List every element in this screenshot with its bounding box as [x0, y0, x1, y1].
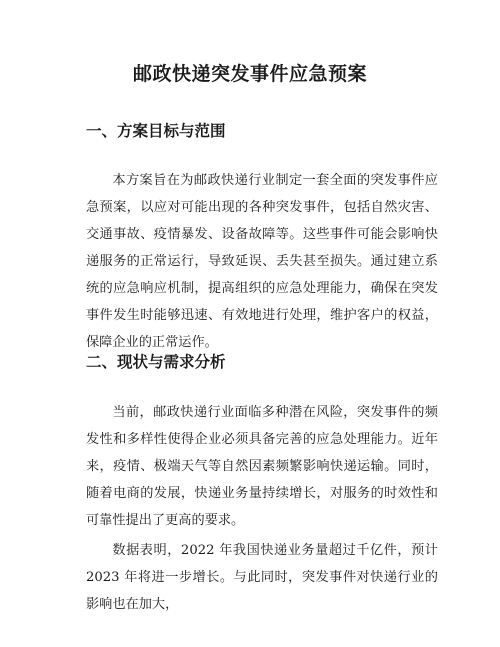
- section-heading-goals-scope: 一、方案目标与范围: [86, 122, 226, 140]
- paragraph-goals-scope: 本方案旨在为邮政快递行业制定一套全面的突发事件应急预案，以应对可能出现的各种突发事件，包括自然灾害、交通事故、疫情暴发、设备故障等。这些事件可能会影响快递服务的正常运行，导致延误、丢失甚至损失。通过建立系统的应急响应机制，提高组织的应急处理能力，确保在突发事件发生时能够迅速、有效地进行处理，维护客户的权益，保障企业的正常运作。: [86, 173, 438, 350]
- document-title: 邮政快递突发事件应急预案: [132, 63, 367, 85]
- section-heading-status-needs: 二、现状与需求分析: [86, 353, 226, 371]
- paragraph-data-statistics: 数据表明，2022 年我国快递业务量超过千亿件，预计 2023 年将进一步增长。与此同时，突发事件对快递行业的影响也在加大，: [86, 543, 438, 612]
- paragraph-current-status: 当前，邮政快递行业面临多种潜在风险，突发事件的频发性和多样性使得企业必须具备完善的应急处理能力。近年来，疫情、极端天气等自然因素频繁影响快递运输。同时，随着电商的发展，快递业务量持续增长，对服务的时效性和可靠性提出了更高的要求。: [86, 405, 438, 528]
